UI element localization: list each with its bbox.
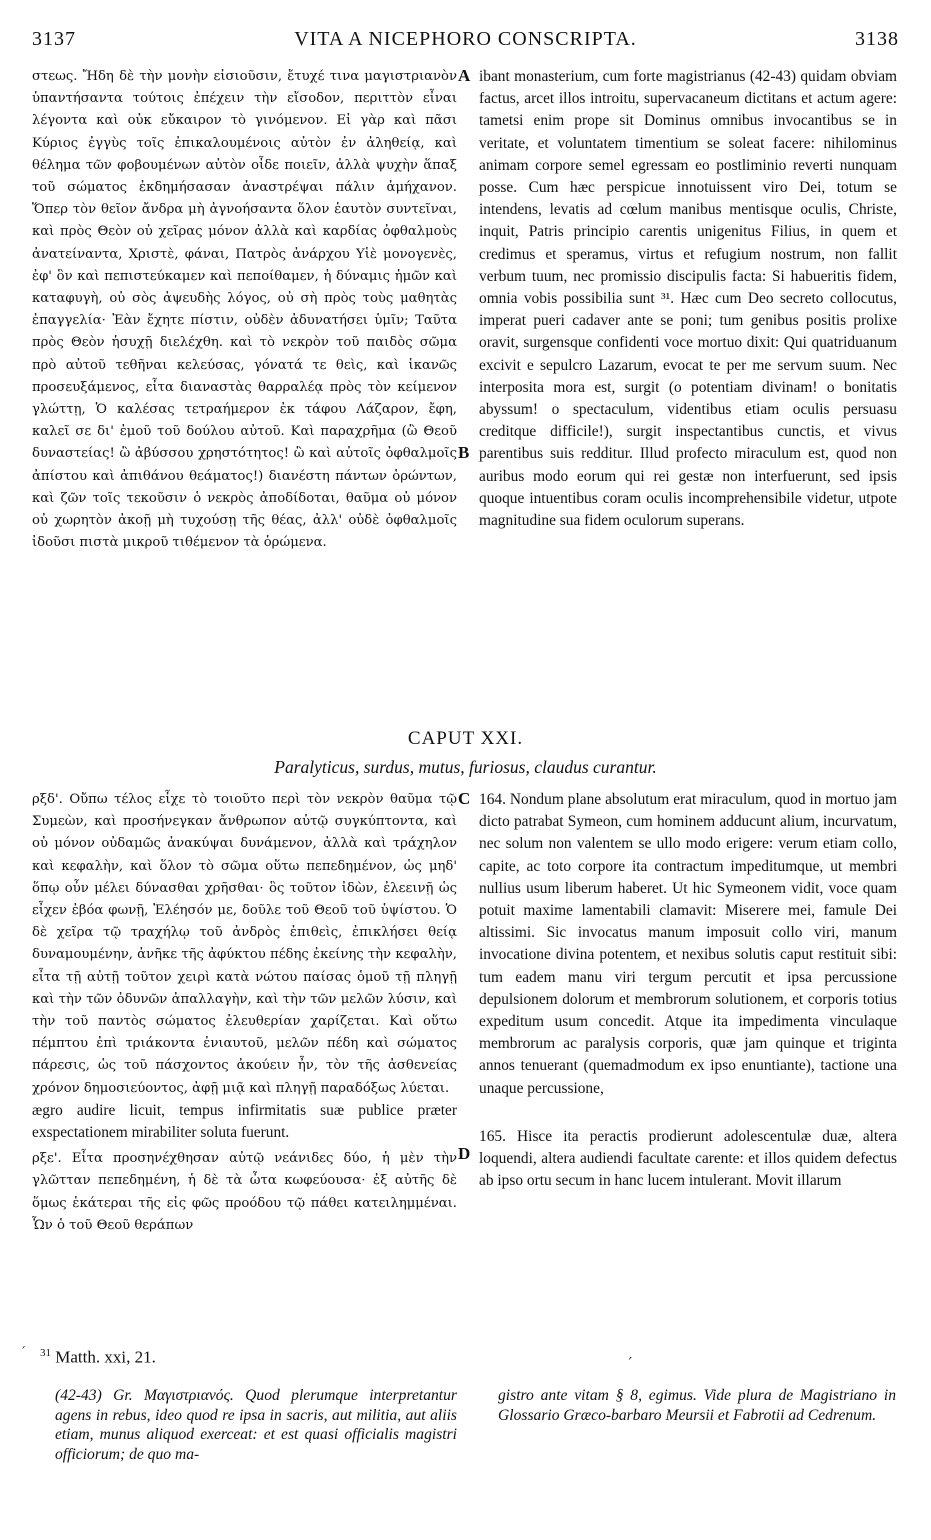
margin-marker-b: B (458, 443, 470, 462)
greek-column-bottom (32, 789, 457, 1237)
latin-paragraph: ibant monasterium, cum forte magistrianus (42-43) quidam obviam factus, arcet illos introitu, supervacaneum dictitans et actum agere: tametsi enim prope sit Dominus omnibus invocantibus se in veritate, et voluntatem timentium se soleat facere: nihilominus animam corpore semel egressam eo postliminio reverti nunquam posse. Cum hæc perspicue innotuissent viro Dei, totum se intendens, levatis ad cœlum manibus mentisque oculis, Christe, inquit, Patris principio carentis unigenitus Filius, in quem et credimus et speramus, virtus et refugium nostrum, non fallit verbum tuum, nec promissio discipulis facta: Si habueritis fidem, omnia vobis possibilia sunt ³¹. Hæc cum Deo secreto collocutus, imperat pueri cadaver ante se poni; tum genibus positis prolixe oravit, surgensque confidenti voce mortuo dixit: Qui quatriduanum excivit e sepulcro Lazarum, evocat te per me servum suum. Nec interposita mora est, surgit (o potentiam divinam! o bonitatis abyssum! o spectaculum, videntibus etiam oculis persuasu creditque difficile!), surgit inspectantibus cunctis, et vivus parentibus suis redditur. Illud profecto miraculum est, quod non auribus modo eorum qui rei gestæ non interfuerunt, sed ipsis quoque intuentibus coram oculis incomprehensibile videtur, utpote magnitudine sua fidem oculorum superans. (479, 68, 897, 530)
editorial-note-right: gistro ante vitam § 8, egimus. Vide plura de Magistriano in Glossario Græco-barbaro Meursii et Fabrotii ad Cedrenum. (498, 1387, 896, 1424)
greek-paragraph: στεως. Ἤδη δὲ τὴν μονὴν εἰσιοῦσιν, ἔτυχέ τινα μαγιστριανὸν ὑπαντήσαντα τούτοις ἐπέχειν τὴν εἴσοδον, περιττὸν εἶναι λέγοντα καὶ οὐκ εὔκαιρον τὸ γινόμενον. Εἰ γὰρ καὶ πᾶσι Κύριος ἐγγὺς τοῖς ἐπικαλουμένοις αὐτὸν ἐν ἀληθείᾳ, καὶ θέλημα τῶν φοβουμένων αὐτὸν οἶδε ποιεῖν, ἀλλὰ ψυχὴν ἅπαξ τοῦ σώματος ἐκδημήσασαν ἀναστρέψαι πάλιν ἀμήχανον. Ὅπερ τὸν θεῖον ἄνδρα μὴ ἀγνοήσαντα ὅλον ἑαυτὸν συντεῖναι, καὶ πρὸς Θεὸν οὐ χεῖρας μόνον ἀλλὰ καὶ καρδίας ὀφθαλμοὺς ἀνατείναντα, Χριστὲ, φάναι, Πατρὸς ἀνάρχου Υἱὲ μονογενὲς, ἐφ' ὃν καὶ πεπιστεύκαμεν καὶ πεποίθαμεν, ἡ δύναμις ἡμῶν καὶ καταφυγὴ, οὐ σὸς ἀψευδὴς λόγος, οὐ σὴ πρὸς τοὺς μαθητὰς ἐπαγγελία· Ἐὰν ἔχητε πίστιν, οὐδὲν ἀδυνατήσει ὑμῖν; Ταῦτα πρὸς Θεὸν ἡσυχῇ διελέχθη. καὶ τὸ νεκρὸν τοῦ παιδὸς σῶμα πρὸ αὐτοῦ τεθῆναι κελεύσας, γόνατά τε θεὶς, καὶ ἱκανῶς προσευξάμενος, εἶτα διαναστὰς θαρραλέᾳ πρὸς τὸν κείμενον γλώττῃ, Ὁ καλέσας τετραήμερον ἐκ τάφου Λάζαρον, ἔφη, καλεῖ σε δι' ἐμοῦ τοῦ δούλου αὐτοῦ. Καὶ παραχρῆμα (ὢ Θεοῦ δυναστείας! ὢ ἀβύσσου χρηστότητος! ὢ καὶ αὐτοῖς ὀφθαλμοῖς ἀπίστου καὶ ἀπιθάνου θεάματος!) διανέστη πάντων ὁρώντων, καὶ ζῶν τοῖς τεκοῦσιν ὁ νεκρὸς ἀποδίδοται, θαῦμα οὐ μόνον οὐ χωρητὸν ἀκοῇ μὴ τυχούσῃ τῆς θέας, ἀλλ' οὐδὲ ὀφθαλμοῖς ἰδοῦσι πιστὰ μικροῦ τιθέμενον τὰ ὁρώμενα. (32, 69, 457, 551)
footnote (40, 1347, 156, 1368)
page-number-right: 3138 (855, 28, 899, 50)
ornament-mark-2: ˊ (626, 1356, 633, 1372)
running-title: VITA A NICEPHORO CONSCRIPTA. (294, 28, 637, 50)
latin-paragraph-164: 164. Nondum plane absolutum erat miraculum, quod in mortuo jam dicto patrabat Symeon, cum hominem adducunt alium, incurvatum, nec solum non valentem se ullo modo erigere: verum etiam collo, capite, ac toto corpore ita contractum impeditumque, ut membri nullius usum liberum haberet. Ut hic Symeonem vidit, voce quam potuit maxime lamentabili clamavit: Miserere mei, famule Dei altissimi. Sic invocatus manum imposuit collo viri, manum invocatione divina potentem, et nexibus solutis caput restituit sibi: tum eadem manu viri tergum percutit et ipsa percussione depulsionem dolorum et membrorum solutionem, et corporis totius expeditum usum concedit. Atque ita impedimenta vinculaque membrorum ac paralysis corporis, quæ jam quinque et triginta annos tenuerant (quemadmodum ex ipso enuntiante), tactione una unaque percussione, (479, 791, 897, 1097)
greek-paragraph-164: ρξδ'. Οὔπω τέλος εἶχε τὸ τοιοῦτο περὶ τὸν νεκρὸν θαῦμα τῷ Συμεὼν, καὶ προσήνεγκαν ἄνθρωπον αὐτῷ συγκύπτοντα, καὶ οὐ μόνον οὐδαμῶς ἀνακύψαι δυνάμενον, ἀλλὰ καὶ τράχηλον καὶ κεφαλὴν, καὶ ὅλον τὸ σῶμα οὕτω πεπεδημένον, ὡς μηδ' ὅπῳ οὖν μέλει δύνασθαι χρῆσθαι· ὃς τοῦτον ἰδὼν, ἐλεεινῇ ὡς εἶχεν ἐβόα φωνῇ, Ἐλέησόν με, δοῦλε τοῦ Θεοῦ τοῦ ὑψίστου. Ὁ δὲ χεῖρα τῷ τραχήλῳ τοῦ ἀνδρὸς ἐπιθεὶς, ἐπικλήσει θείᾳ δυναμουμένην, ἀνῆκε τῆς ἀφύκτου πέδης ἐκείνης τὴν κεφαλὴν, εἶτα τῇ αὐτῇ τοῦτον χειρὶ κατὰ νώτου παίσας ὁμοῦ τῇ πληγῇ καὶ τὴν τῶν ὀδυνῶν ἀπαλλαγὴν, καὶ τὴν τῶν μελῶν λύσιν, καὶ τὴν τοῦ παντὸς σώματος ἐλευθερίαν χαρίζεται. Καὶ οὕτω πέμπτου ἐπὶ τριάκοντα ἐνιαυτοῦ, μελῶν πέδη καὶ σώματος πάρεσις, ὡς τοῦ πάσχοντος ἀκούειν ἦν, τὸν τῆς ἀσθενείας χρόνον δημοσιεύοντος, ἀφῇ μιᾷ καὶ πληγῇ παραδόξως λύεται. (32, 792, 457, 1096)
chapter-title: CAPUT XXI. (407, 728, 524, 749)
editorial-note-left: (42-43) Gr. Μαγιστριανός. Quod plerumque interpretantur agens in rebus, ideo quod re ipsa in sacris, aut militia, aut aliis etiam, munus aliquod exerceat: et est quasi officialis magistri officiorum; de quo ma- (55, 1387, 457, 1463)
latin-column-bottom (479, 789, 897, 1192)
margin-marker-c: C (458, 789, 471, 808)
latin-paragraph-165: 165. Hisce ita peractis prodierunt adolescentulæ duæ, altera loquendi, altera audiendi facultate carente: et illos quidem defectus ab ipso ortu secum in hanc lucem intulerant. Movit illarum (479, 1127, 897, 1190)
footnote-text: Matth. xxi, 21. (55, 1347, 156, 1367)
margin-marker-a: A (458, 66, 471, 85)
page-number-left: 3137 (32, 28, 76, 50)
ornament-mark: ˊ (20, 1345, 26, 1359)
greek-paragraph-165: ρξε'. Εἶτα προσηνέχθησαν αὐτῷ νεάνιδες δύο, ἡ μὲν τὴν γλῶτταν πεπεδημένη, ἡ δὲ τὰ ὦτα κωφεύουσα· ἐξ αὐτῆς δὲ ὅμως ἑκάτεραι τῆς εἰς φῶς προόδου τῷ πάθει κατειλημμέναι. Ὧν ὁ τοῦ Θεοῦ θεράπων (32, 1151, 457, 1233)
latin-overflow-line: ægro audire licuit, tempus infirmitatis suæ publice præter exspectationem mirabiliter soluta fuerunt. (32, 1101, 457, 1142)
latin-column-top (479, 66, 897, 532)
footnote-number: 31 (40, 1347, 51, 1359)
chapter-subtitle: Paralyticus, surdus, mutus, furiosus, claudus curantur. (274, 757, 657, 777)
greek-column-top (32, 66, 457, 554)
margin-marker-d: D (458, 1144, 471, 1163)
running-header (32, 28, 899, 54)
